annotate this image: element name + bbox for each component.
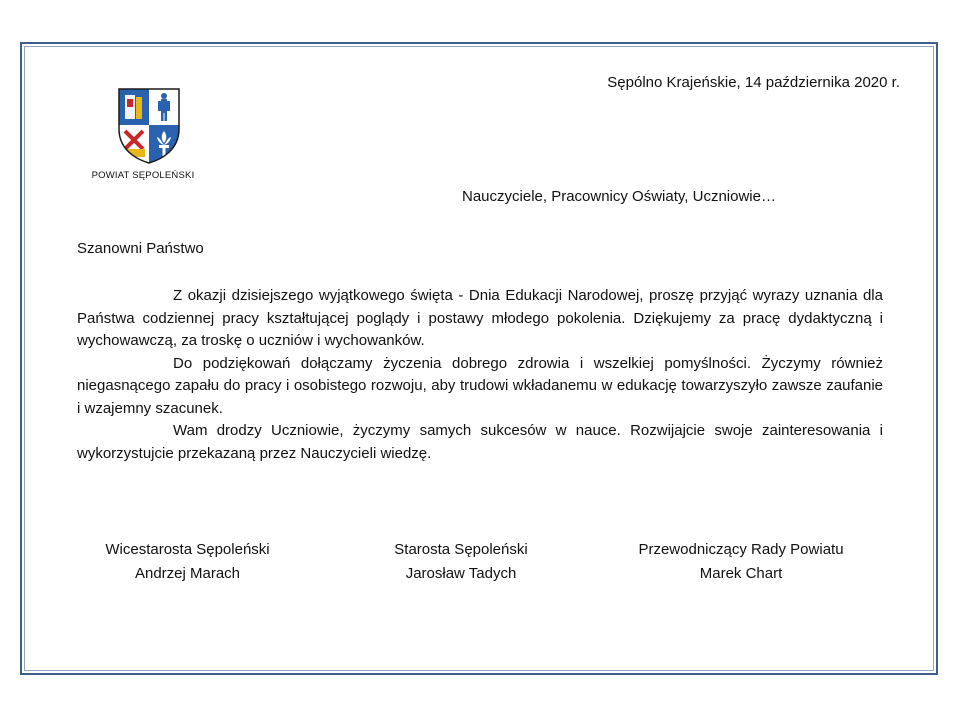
signature-name: Jarosław Tadych [405, 565, 517, 582]
body-paragraph: Do podziękowań dołączamy życzenia dobrego zdrowia i wszelkiej pomyślności. Życzymy również niegasnącego zapału do pracy i osobistego rozwoju, aby trudowi wkładanemu w edukację towarzyszyło zawsze zaufanie i wzajemny szacunek. [77, 354, 883, 417]
salutation: Szanowni Państwo [77, 240, 204, 257]
crest-caption: POWIAT SĘPOLEŃSKI [91, 170, 195, 181]
signature-title: Przewodniczący Rady Powiatu [638, 541, 844, 558]
signature-block-council-chair [600, 538, 882, 586]
signature-name: Andrzej Marach [134, 565, 241, 582]
signature-title: Starosta Sępoleński [394, 541, 528, 558]
signature-block-vice-starost [60, 538, 315, 586]
body-paragraph: Wam drodzy Uczniowie, życzymy samych sukcesów w nauce. Rozwijajcie swoje zainteresowania i wykorzystujcie przekazaną przez Nauczycieli wiedzę. [77, 422, 883, 462]
body-paragraph: Z okazji dzisiejszego wyjątkowego święta - Dnia Edukacji Narodowej, proszę przyjąć wyrazy uznania dla Państwa codziennej pracy kształtującej poglądy i postawy młodego pokolenia. Dziękujemy za pracę dydaktyczną i wychowawczą, za troskę o uczniów i wychowanków. [77, 287, 883, 349]
date-line: Sępólno Krajeńskie, 14 października 2020 r. [607, 74, 900, 91]
addressee: Nauczyciele, Pracownicy Oświaty, Uczniowie… [462, 188, 776, 205]
signature-title: Wicestarosta Sępoleński [105, 541, 270, 558]
letter-body [77, 285, 883, 465]
signature-block-starost [345, 538, 577, 586]
coat-of-arms-icon [117, 87, 181, 165]
signature-name: Marek Chart [699, 565, 783, 582]
